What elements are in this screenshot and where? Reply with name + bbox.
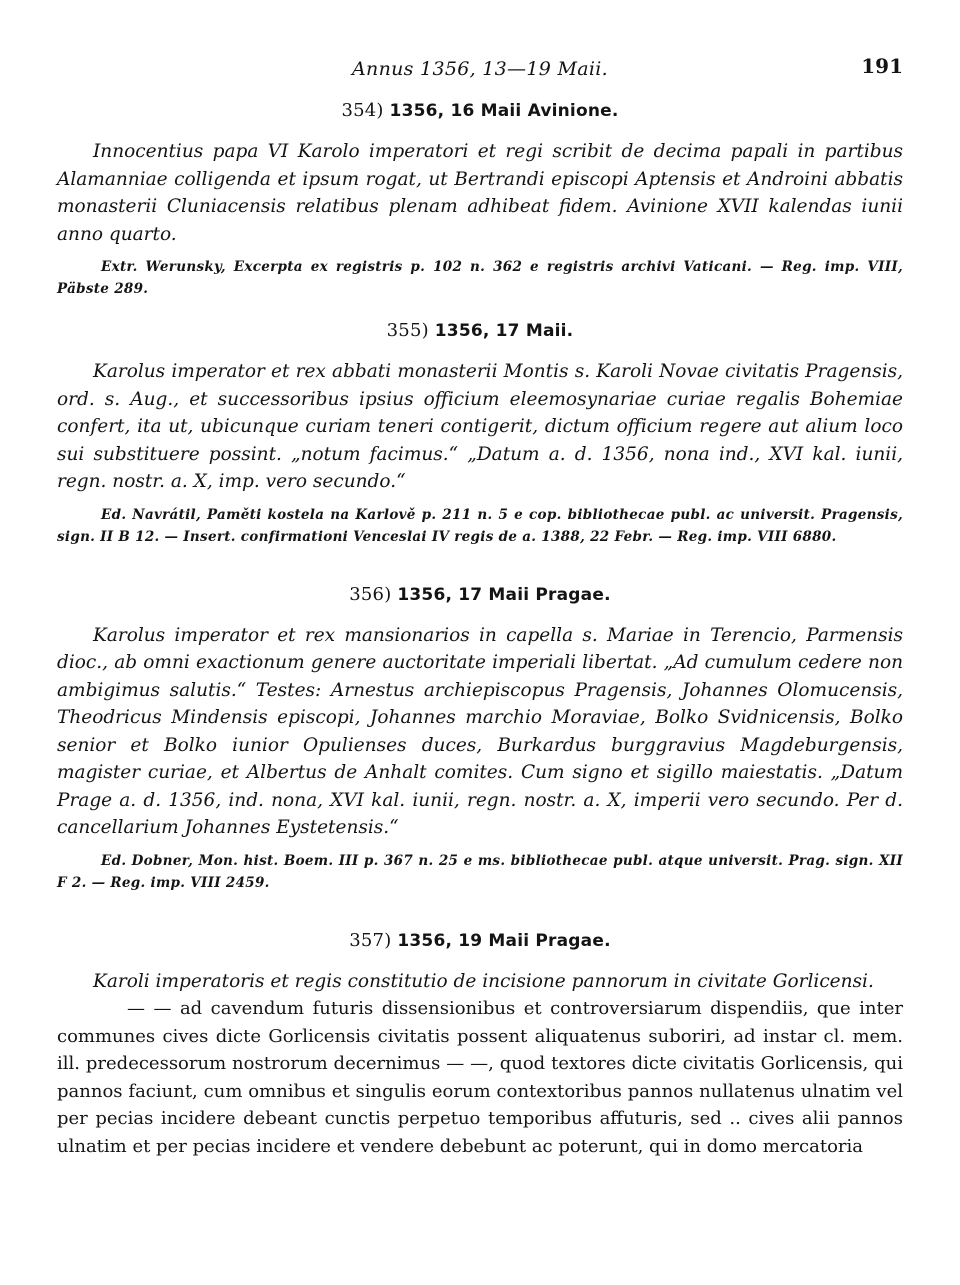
entry-heading xyxy=(57,318,903,344)
entry-357 xyxy=(57,928,903,1161)
entry-regest: Innocentius papa VI Karolo imperatori et regi scribit de decima papali in partibus Alamanniae colligenda et ipsum rogat, ut Bertrandi episcopi Aptensis et Androini abbatis monasterii Cluniacensis relatibus plenam adhibeat fidem. Avinione XVII kalendas iunii anno quarto. xyxy=(57,141,903,245)
entry-heading xyxy=(57,98,903,124)
entry-source: Ed. Dobner, Mon. hist. Boem. III p. 367 n. 25 e ms. bibliothecae publ. atque universit. Prag. sign. XII F 2. — Reg. imp. VIII 2459. xyxy=(57,852,903,891)
document-page xyxy=(57,50,903,1160)
entry-heading xyxy=(57,928,903,954)
entry-regest: Karolus imperator et rex mansionarios in capella s. Mariae in Terencio, Parmensis dioc., ab omni exactionum genere auctoritate imperiali libertat. „Ad cumulum cedere non ambigimus salutis.“ Testes: Arnestus archiepiscopus Pragensis, Johannes Olomucensis, Theodricus Mindensis episcopi, Johannes marchio Moraviae, Bolko Svidnicensis, Bolko senior et Bolko iunior Opulienses duces, Burkardus burggravius Magdeburgensis, magister curiae, et Albertus de Anhalt comites. Cum signo et sigillo maiestatis. „Datum Prage a. d. 1356, ind. nona, XVI kal. iunii, regn. nostr. a. X, imperii vero secundo. Per d. cancellarium Johannes Eystetensis.“ xyxy=(57,624,903,838)
page-number: 191 xyxy=(861,54,903,78)
entry-date: 1356, 19 Maii Pragae. xyxy=(397,930,611,951)
entry-heading xyxy=(57,582,903,608)
entry-source: Ed. Navrátil, Paměti kostela na Karlově p. 211 n. 5 e cop. bibliothecae publ. ac universit. Pragensis, sign. II B 12. — Insert. confirmationi Venceslai IV regis de a. 1388, 22 Febr. — Reg. imp. VIII 6880. xyxy=(57,506,903,545)
entry-date: 1356, 16 Maii Avinione. xyxy=(389,101,619,121)
entry-number: 357) xyxy=(349,929,392,951)
entry-regest: Karolus imperator et rex abbati monasterii Montis s. Karoli Novae civitatis Pragensis, ord. s. Aug., et successoribus ipsius officium eleemosynariae curiae regalis Bohemiae confert, ita ut, ubicunque curiam teneri contigerit, dictum officium regere aut alium loco sui substituere possint. „notum facimus.“ „Datum a. d. 1356, nona ind., XVI kal. iunii, regn. nostr. a. X, imp. vero secundo.“ xyxy=(57,361,903,492)
entry-regest: Karoli imperatoris et regis constitutio de incisione pannorum in civitate Gorlicensi. xyxy=(93,970,874,992)
entry-number: 354) xyxy=(341,100,384,121)
entry-number: 355) xyxy=(386,320,429,341)
entry-body-text: — — ad cavendum futuris dissensionibus et controversiarum dispendiis, que inter communes cives dicte Gorlicensis civitatis possent aliquatenus suboriri, ad instar cl. mem. ill. predecessorum nostrorum decernimus — —, quod textores dicte civitatis Gorlicensis, qui pannos faciunt, cum omnibus et singulis eorum contextoribus pannos nullatenus ulnatim vel per pecias incidere debeant cunctis perpetuo temporibus affuturis, sed .. cives alii pannos ulnatim et per pecias incidere et vendere debebunt ac poterunt, qui in domo mercatoria xyxy=(57,998,903,1157)
entry-354 xyxy=(57,98,903,300)
entry-date: 1356, 17 Maii Pragae. xyxy=(397,584,611,605)
entry-source: Extr. Werunsky, Excerpta ex registris p. 102 n. 362 e registris archivi Vaticani. — Reg. imp. VIII, Päbste 289. xyxy=(57,259,903,297)
entry-number: 356) xyxy=(349,583,392,605)
running-header xyxy=(57,50,903,88)
entry-date: 1356, 17 Maii. xyxy=(434,321,574,341)
entry-356 xyxy=(57,582,903,894)
entry-355 xyxy=(57,318,903,548)
running-title: Annus 1356, 13—19 Maii. xyxy=(352,58,608,80)
